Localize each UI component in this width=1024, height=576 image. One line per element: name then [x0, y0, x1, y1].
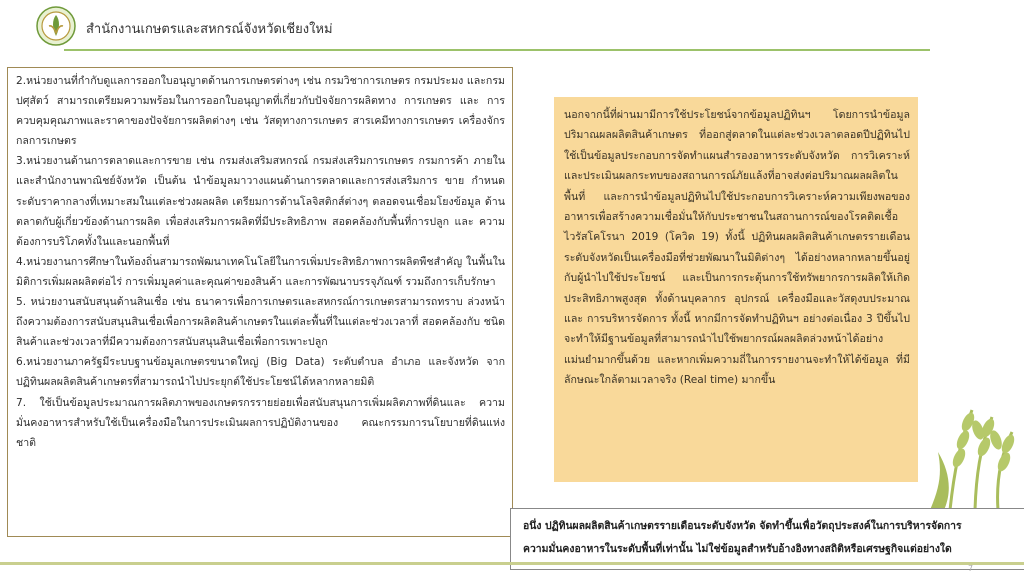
highlight-text: นอกจากนี้ที่ผ่านมามีการใช้ประโยชน์จากข้อมูลปฏิทินฯ โดยการนำข้อมูลปริมาณผลผลิตสินค้าเกษตร ที่ออกสู่ตลาดในแต่ละช่วงเวลาตลอดปีปฏิทินไปใช้เป็นข้อมูลประกอบการจัดทำแผนสำรองอาหารระดับจังหวัด การวิเคราะห์และประเมินผลกระทบของสถานการณ์ภัยแล้งที่อาจส่งต่อปริมาณผลผลิตในพื้นที่ และการนำข้อมูลปฏิทินไปใช้ประกอบการวิเคราะห์ความเพียงพอของอาหารเพื่อสร้างความเชื่อมั่นให้กับประชาชนในสถานการณ์ของโรคติดเชื้อไวรัสโคโรนา 2019 (โควิด 19) ทั้งนี้ ปฏิทินผลผลิตสินค้าเกษตรรายเดือนระดับจังหวัดเป็นเครื่องมือที่ช่วยพัฒนาในมิติต่างๆ ได้อย่างหลากหลายขึ้นอยู่กับผู้นำไปใช้ประโยชน์ และเป็นการกระตุ้นการใช้ทรัพยากรการผลิตให้เกิดประสิทธิภาพสูงสุด ทั้งด้านบุคลากร อุปกรณ์ เครื่องมือและวัสดุงบประมาณ และ การบริหารจัดการ ทั้งนี้ หากมีการจัดทำปฏิทินฯ อย่างต่อเนื่อง 3 ปีขึ้นไป จะทำให้มีฐานข้อมูลที่สามารถนำไปใช้พยากรณ์ผลผลิตล่วงหน้าได้อย่างแม่นยำมากขึ้นด้วย และหากเพิ่มความถี่ในการรายงานจะทำให้ได้ข้อมูล ที่มีลักษณะใกล้ตามเวลาจริง (Real time) มากขึ้น	[564, 109, 910, 387]
paragraph-item-2: 2.หน่วยงานที่กำกับดูแลการออกใบอนุญาตด้านการเกษตรต่างๆ เช่น กรมวิชาการเกษตร กรมประมง และกรมปศุสัตว์ สามารถเตรียมความพร้อมในการออกใบอนุญาตที่เกี่ยวกับปัจจัยการผลิตทาง การเกษตร และ การควบคุมคุณภาพและราคาของปัจจัยการผลิตต่างๆ เช่น วัสดุทางการเกษตร สารเคมีทางการเกษตร เครื่องจักรกลการเกษตร	[16, 75, 505, 148]
paragraph-item-7: 7. ใช้เป็นข้อมูลประมาณการผลิตภาพของเกษตรกรรายย่อยเพื่อสนับสนุนการเพิ่มผลิตภาพที่ดินและ ความมั่นคงอาหารสำหรับใช้เป็นเครื่องมือในการประเมินผลการปฏิบัติงานของ คณะกรรมการนโยบายที่ดินแห่งชาติ	[16, 396, 505, 449]
right-highlight-panel	[554, 97, 918, 482]
paragraph-item-6: 6.หน่วยงานภาครัฐมีระบบฐานข้อมูลเกษตรขนาดใหญ่ (Big Data) ระดับตำบล อำเภอ และจังหวัด จากปฏิทินผลผลิตสินค้าเกษตรที่สามารถนำไปประยุกต์ใช้ประโยชน์ได้หลากหลายมิติ	[16, 356, 505, 389]
left-text-panel	[7, 67, 513, 537]
disclaimer-note	[510, 508, 1024, 570]
page-header-title: สำนักงานเกษตรและสหกรณ์จังหวัดเชียงใหม่	[86, 22, 333, 37]
header-divider	[64, 49, 930, 51]
department-logo-icon	[36, 6, 76, 46]
footer-divider	[0, 562, 1024, 565]
disclaimer-line-1: อนึ่ง ปฏิทินผลผลิตสินค้าเกษตรรายเดือนระดับจังหวัด จัดทำขึ้นเพื่อวัตถุประสงค์ในการบริหารจัดการ	[523, 520, 962, 532]
paragraph-item-5: 5. หน่วยงานสนับสนุนด้านสินเชื่อ เช่น ธนาคารเพื่อการเกษตรและสหกรณ์การเกษตรสามารถทราบ ล่วงหน้าถึงความต้องการสนับสนุนสินเชื่อเพื่อการผลิตสินค้าเกษตรในแต่ละพื้นที่ในแต่ละช่วงเวลาที่ สอดคล้องกับ ชนิดสินค้าและช่วงเวลาที่มีความต้องการสนับสนุนสินเชื่อเพื่อการเพาะปลูก	[16, 296, 505, 349]
paragraph-item-3: 3.หน่วยงานด้านการตลาดและการขาย เช่น กรมส่งเสริมสหกรณ์ กรมส่งเสริมการเกษตร กรมการค้า ภายใน และสำนักงานพาณิชย์จังหวัด เป็นต้น นำข้อมูลมาวางแผนด้านการตลาดและการส่งเสริมการ ขาย กำหนด ระดับราคากลางที่เหมาะสมในแต่ละช่วงผลผลิต เตรียมการด้านโลจิสติกส์ต่างๆ ตลอดจนเชื่อมโยงข้อมูล ด้านตลาดกับผู้เกี่ยวข้องด้านการผลิต เพื่อส่งเสริมการผลิตที่มีประสิทธิภาพ สอดคล้องกับพื้นที่การปลูก และ ความต้องการบริโภคทั้งในและนอกพื้นที่	[16, 155, 505, 248]
header	[0, 0, 1024, 52]
wheat-icon	[920, 392, 1024, 512]
page-number: 7	[968, 564, 974, 573]
disclaimer-line-2: ความมั่นคงอาหารในระดับพื้นที่เท่านั้น ไม่ใช่ข้อมูลสำหรับอ้างอิงทางสถิติหรือเศรษฐกิจแต่อย่างใด	[523, 543, 952, 555]
paragraph-item-4: 4.หน่วยงานการศึกษาในท้องถิ่นสามารถพัฒนาเทคโนโลยีในการเพิ่มประสิทธิภาพการผลิตพืชสำคัญ ในพื้นในมิติการเพิ่มผลผลิตต่อไร่ การเพิ่มมูลค่าและคุณค่าของสินค้า และการพัฒนาบรรจุภัณฑ์ รวมถึงการเก็บรักษา	[16, 255, 505, 288]
